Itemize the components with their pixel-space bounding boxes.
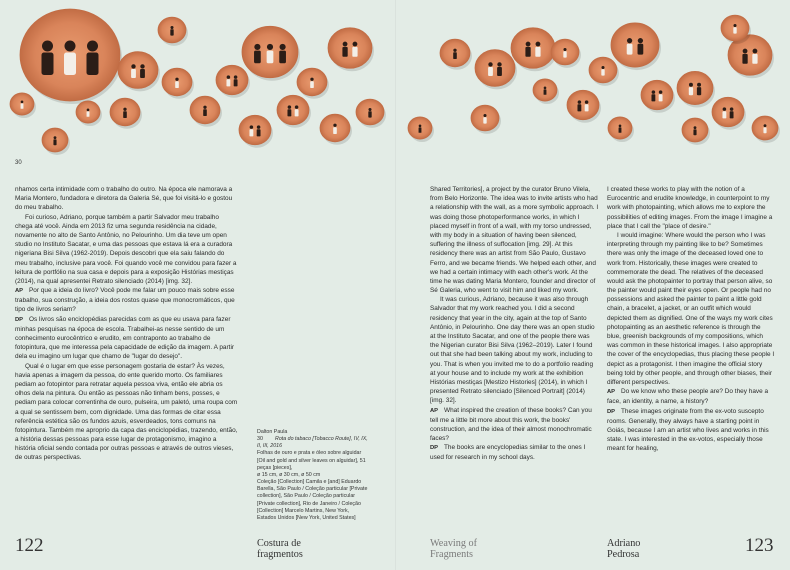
caption-title: Rota do tabaco [Tobacco Route], IV, IX, II, III, 2016: [257, 436, 368, 450]
paragraph: I created these works to play with the notion of a Eurocentric and erudite knowledge, in counterpoint to my work with photopainting, which allows me to explore the possibilities of editing images. From the image I imagine a place that I call the "place of desire.": [607, 186, 773, 230]
answer-dp: [15, 315, 238, 362]
text-column-english-1: [430, 185, 600, 463]
plate: [721, 15, 751, 44]
plates-image-right: [395, 0, 790, 160]
plate: [567, 90, 601, 122]
speaker-tag-ap: AP: [15, 288, 24, 295]
plate: [118, 52, 160, 92]
caption-dimensions: ø 15 cm, ø 30 cm, ø 50 cm: [257, 471, 321, 478]
text-column-english-2: [607, 185, 775, 453]
paragraph: I would imagine: Where would the person who I was interpreting through my painting like to be? Sometimes there was only the image of the deceased loved one to work from. Historically, these images were created to commemorate the dead. The relatives of the deceased would ask the photopainter to portray that person alive, so the painter would paint their eyes open. Or people had no possessions and asked the painter to paint a little gold chain, a bracelet, a jacket, or an outfit which would depicted them as dignified. One of the ways my work cites photopainting as an aesthetic reference is through the blue, greenish backgrounds of my compositions, which was common in these historical images. I also appropriate the cover of the encyclopedias, thus placing these people I depict as a protagonist. I then imagine the official story being told by other people, and through other biases, their different perspectives.: [607, 231, 775, 386]
answer-text: Os livros são enciclopédias parecidas com as que eu usava para fazer minhas pesquisas na época de escola. Trabalhei-as nesse sentido de um conhecimento eurocêntrico e erudito, em contraponto ao trabalho de fotopintura, que me interessa pela capacidade de edição da imagem. A partir dela eu imagino um lugar que chamo de "lugar do desejo".: [15, 315, 235, 361]
plate: [677, 71, 715, 107]
section-title-left: Costura de fragmentos: [257, 538, 303, 560]
page-number-left: 122: [15, 535, 44, 556]
paragraph: Shared Territories], a project by the curator Bruno Vilela, from Belo Horizonte. The idea was to invite artists who had a relationship with the wall, as a more symbolic approach. I was doing those photoperformance works, in which I placed myself in front of a wall, with my torso undressed, with my body in a situation of having been silenced, suffering the illness of suffocation [img. 29]. At this residency there was an artist from São Paulo, Gustavo Ferro, and we became friends. We helped each other, and we had a certain intimacy with each other's work. At the time he was dating Maria Montero, founder and director of Sé Galeria, who went to visit him and liked my work.: [430, 186, 599, 295]
plate: [440, 39, 472, 70]
question-text: Por que a ideia do livro? Você pode me falar um pouco mais sobre esse trabalho, sua construção, a ideia dos rostos quase que monocromáticos, que tipo de livros seriam?: [15, 287, 235, 314]
plate: [20, 9, 122, 104]
question-text: What inspired the creation of these books? Can you tell me a little bit more about this work, the books' construction, and the idea of their almost monochromatic faces?: [430, 406, 592, 443]
plate: [475, 50, 517, 90]
plate: [76, 101, 102, 126]
plate: [162, 68, 194, 99]
plate: [239, 115, 273, 147]
plate: [589, 57, 619, 86]
plate: [297, 68, 329, 99]
speaker-tag-dp: DP: [15, 316, 24, 323]
text-column-portuguese: [15, 185, 238, 463]
figure-caption: [257, 429, 369, 522]
question-ap: [15, 286, 238, 315]
answer-text: The books are encyclopedias similar to the ones I used for research in my school days.: [430, 444, 586, 462]
caption-number: 30: [257, 436, 263, 443]
question-ap: [607, 387, 775, 406]
plate: [158, 17, 188, 46]
plate: [511, 28, 557, 71]
answer-text: These images originate from the ex-voto suscepto rooms. Generally, they always have a starting point in Goiás, because I am an artist who lives and works in this state. I was interested in the ex-votos, especially those meant for healing,: [607, 407, 769, 453]
plate: [611, 23, 661, 70]
question-text: Do we know who these people are? Do they have a face, an identity, a name, a history?: [607, 388, 769, 406]
author-name-right: Adriano Pedrosa: [607, 538, 641, 560]
paragraph: Qual é o lugar em que esse personagem gostaria de estar? Às vezes, havia apenas a imagem da pessoa, do ente querido morto. Os familiares pediam ao fotopintor para retratar aquela pessoa viva, então ele abria os olhos dela na pintura. Ou então as pessoas não tinham bens, posses, e pediam para colocar correntinha de ouro, pulseira, um paletó, uma roupa com a qual se sentissem bem, com dignidade. Uma das formas de citar essa referência estética são os fundos azuis, esverdeados, tons comuns na fotopintura. Também me aproprio da capa das enciclopédias, trazendo, então, a história dessas pessoas para esse lugar de protagonismo, imagino a história oficial sendo contada por outras pessoas e através de outros vieses, de outras perspectivas.: [15, 362, 238, 462]
gutter: [395, 0, 396, 570]
page-number-right: 123: [745, 535, 774, 556]
paragraph: [15, 213, 238, 287]
plate: [216, 65, 250, 97]
paragraph: It was curious, Adriano, because it was also through Salvador that my work reached you. I did a second residency that year in the city, again at the top of Santo Antônio, in Pelourinho. One day there was an open studio at the Instituto Sacatar, and one of the people there was the Nigerian curator Bisi Silva (1962–2019). Later I found out that she had been talking about my work, including to you. That is when you invited me to do a portfolio reading at your house and to include my work at the exhibition Histórias mestiças [Mestizo Histories] (2014), in which I presented Retrato silenciado [Silenced Portrait] (2014) [img. 32].: [430, 296, 595, 405]
plate: [320, 114, 352, 145]
plate: [110, 98, 142, 129]
plate: [277, 95, 311, 127]
caption-collections: Coleção [Collection] Camila e [and] Eduardo Barella, São Paulo / Coleção particular [Private collection], São Paulo / Coleção particular [Private collection], Rio de Janeiro / Coleção [Collection] Marcelo Martins, New York, Estados Unidos [New York, United States]: [257, 479, 368, 521]
speaker-tag-ap: AP: [607, 389, 616, 396]
caption-materials: Folhas de ouro e prata e óleo sobre alguidar [Oil and gold and silver leaves on alguidar], 51 peças [pieces],: [257, 450, 366, 471]
section-title-right: Weaving of Fragments: [430, 538, 477, 560]
answer-dp: [607, 407, 775, 454]
speaker-tag-dp: DP: [430, 445, 439, 452]
plate: [641, 80, 675, 112]
plate: [408, 117, 434, 142]
plates-image-left: [0, 0, 395, 160]
plate: [190, 96, 222, 127]
speaker-tag-dp: DP: [607, 408, 616, 415]
plate: [356, 99, 386, 128]
plate: [242, 26, 300, 81]
plate: [712, 97, 746, 129]
plates-artwork-right: [395, 0, 790, 160]
plate: [328, 28, 374, 71]
caption-artist: Dalton Paula: [257, 429, 288, 435]
caption-title-line: [257, 436, 369, 450]
plate: [533, 79, 559, 104]
plate: [42, 128, 70, 155]
plate: [682, 118, 710, 145]
paragraph: nhamos certa intimidade com o trabalho do outro. Na época ele namorava a Maria Montero, fundadora e diretora da Galeria Sé, que foi visitá-lo e gostou do meu trabalho.: [15, 186, 233, 212]
plates-artwork-left: [0, 0, 395, 160]
plate: [10, 93, 36, 118]
plate: [608, 117, 634, 142]
p2-text: Foi curioso, Adriano, porque também a partir Salvador meu trabalho chega até você. Ainda em 2013 fiz uma segunda residência na cidade, novamente no alto de Santo Antônio, no Pelourinho. Um dia teve um open studio no Instituto Sacatar, e uma das pessoas que estava lá era a curadora nigeriana Bisi Silva (1962-2019). Depois descobri que ela saiu falando do meu trabalho, inclusive para você. Foi quando você me convidou para fazer a leitura de portfólio na sua casa e depois para a exposição Histórias mestiças (2014), na qual apresentei Retrato silenciado (2014) [img. 32].: [15, 213, 237, 285]
plate: [551, 39, 581, 68]
speaker-tag-ap: AP: [430, 407, 439, 414]
figure-number: 30: [15, 160, 22, 166]
answer-dp: [430, 443, 600, 462]
plate: [471, 105, 501, 134]
question-ap: [430, 406, 600, 444]
plate: [752, 116, 780, 143]
